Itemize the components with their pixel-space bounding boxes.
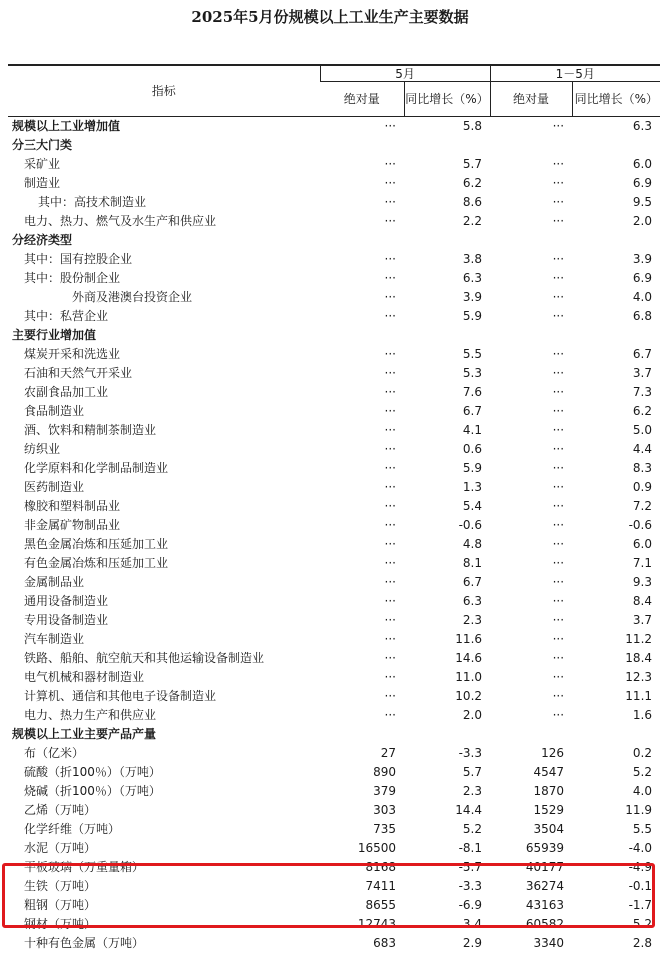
row-value: [404, 231, 490, 250]
data-table: [8, 64, 660, 953]
table-row: [8, 326, 660, 345]
table-row: [8, 288, 660, 307]
yoy-header: 同比增长（%）: [404, 82, 490, 117]
row-value: ···: [320, 212, 404, 231]
row-value: ···: [490, 212, 572, 231]
row-value: 5.5: [572, 820, 660, 839]
row-value: [572, 326, 660, 345]
row-value: 6.0: [572, 155, 660, 174]
row-value: 7411: [320, 877, 404, 896]
table-row: [8, 364, 660, 383]
row-value: 5.9: [404, 307, 490, 326]
row-value: [320, 725, 404, 744]
row-value: [572, 231, 660, 250]
table-row: [8, 554, 660, 573]
row-label: 布（亿米）: [8, 744, 320, 763]
row-value: ···: [320, 592, 404, 611]
row-label: 规模以上工业增加值: [8, 117, 320, 137]
row-value: [320, 326, 404, 345]
table-body: [8, 117, 660, 953]
row-value: -5.7: [404, 858, 490, 877]
row-value: 18.4: [572, 649, 660, 668]
row-value: 3.9: [404, 288, 490, 307]
row-label: 水泥（万吨）: [8, 839, 320, 858]
row-label: 煤炭开采和洗选业: [8, 345, 320, 364]
row-value: 6.8: [572, 307, 660, 326]
row-value: ···: [490, 174, 572, 193]
row-value: 4547: [490, 763, 572, 782]
row-label: 食品制造业: [8, 402, 320, 421]
table-row: [8, 402, 660, 421]
table-row: [8, 459, 660, 478]
row-value: ···: [490, 459, 572, 478]
table-row: [8, 820, 660, 839]
row-value: 11.2: [572, 630, 660, 649]
row-value: ···: [320, 269, 404, 288]
table-row: [8, 345, 660, 364]
row-value: ···: [320, 193, 404, 212]
row-value: 6.2: [572, 402, 660, 421]
row-value: -4.0: [572, 839, 660, 858]
row-value: 5.7: [404, 155, 490, 174]
row-value: 1.3: [404, 478, 490, 497]
row-value: 8.1: [404, 554, 490, 573]
row-value: 8.4: [572, 592, 660, 611]
row-value: 4.0: [572, 288, 660, 307]
table-row: [8, 421, 660, 440]
row-value: ···: [320, 554, 404, 573]
table-row: [8, 535, 660, 554]
row-label: 电力、热力生产和供应业: [8, 706, 320, 725]
row-value: 8168: [320, 858, 404, 877]
row-value: -8.1: [404, 839, 490, 858]
row-value: 6.7: [404, 573, 490, 592]
abs-header: 绝对量: [490, 82, 572, 117]
row-value: -3.3: [404, 877, 490, 896]
row-label: 烧碱（折100％）（万吨）: [8, 782, 320, 801]
row-value: 7.2: [572, 497, 660, 516]
row-value: 3.4: [404, 915, 490, 934]
row-label: 铁路、船舶、航空航天和其他运输设备制造业: [8, 649, 320, 668]
row-label: 规模以上工业主要产品产量: [8, 725, 320, 744]
row-value: 3340: [490, 934, 572, 953]
row-value: 4.4: [572, 440, 660, 459]
row-value: ···: [490, 516, 572, 535]
row-value: 12.3: [572, 668, 660, 687]
row-label: 其中：国有控股企业: [8, 250, 320, 269]
row-value: 3.7: [572, 364, 660, 383]
row-value: 6.3: [404, 269, 490, 288]
table-row: [8, 630, 660, 649]
table-row: [8, 136, 660, 155]
row-value: 4.8: [404, 535, 490, 554]
period-may-header: 5月: [320, 65, 490, 82]
table-row: [8, 193, 660, 212]
table-row: [8, 497, 660, 516]
row-value: 683: [320, 934, 404, 953]
row-value: ···: [490, 630, 572, 649]
row-label: 采矿业: [8, 155, 320, 174]
table-row: [8, 934, 660, 953]
row-label: 生铁（万吨）: [8, 877, 320, 896]
table-row: [8, 687, 660, 706]
row-value: 14.6: [404, 649, 490, 668]
row-label: 黑色金属冶炼和压延加工业: [8, 535, 320, 554]
table-row: [8, 155, 660, 174]
row-value: ···: [320, 478, 404, 497]
table-row: [8, 782, 660, 801]
table-row: [8, 117, 660, 137]
row-value: 0.6: [404, 440, 490, 459]
row-value: ···: [320, 611, 404, 630]
row-value: [572, 136, 660, 155]
row-value: ···: [490, 155, 572, 174]
row-label: 计算机、通信和其他电子设备制造业: [8, 687, 320, 706]
table-row: [8, 592, 660, 611]
row-value: 2.0: [404, 706, 490, 725]
row-label: 专用设备制造业: [8, 611, 320, 630]
row-value: [404, 725, 490, 744]
row-value: ···: [320, 421, 404, 440]
row-value: ···: [490, 611, 572, 630]
row-value: [404, 326, 490, 345]
row-value: 43163: [490, 896, 572, 915]
row-value: 2.8: [572, 934, 660, 953]
table-row: [8, 174, 660, 193]
row-value: -1.7: [572, 896, 660, 915]
row-label: 钢材（万吨）: [8, 915, 320, 934]
row-value: 65939: [490, 839, 572, 858]
row-value: ···: [320, 516, 404, 535]
table-row: [8, 440, 660, 459]
row-value: 12743: [320, 915, 404, 934]
row-value: 6.3: [572, 117, 660, 137]
row-value: 2.3: [404, 782, 490, 801]
row-value: ···: [320, 174, 404, 193]
row-value: 27: [320, 744, 404, 763]
highlight-box: [2, 863, 655, 928]
table-row: [8, 763, 660, 782]
row-value: 2.3: [404, 611, 490, 630]
row-label: 橡胶和塑料制品业: [8, 497, 320, 516]
row-value: ···: [490, 250, 572, 269]
row-value: [572, 725, 660, 744]
row-value: -0.1: [572, 877, 660, 896]
row-label: 平板玻璃（万重量箱）: [8, 858, 320, 877]
row-value: 5.3: [404, 364, 490, 383]
row-label: 非金属矿物制品业: [8, 516, 320, 535]
table-row: [8, 231, 660, 250]
row-value: 7.6: [404, 383, 490, 402]
row-value: ···: [320, 288, 404, 307]
row-value: 1870: [490, 782, 572, 801]
row-value: ···: [490, 440, 572, 459]
row-value: -6.9: [404, 896, 490, 915]
table-row: [8, 269, 660, 288]
row-value: 5.5: [404, 345, 490, 364]
row-value: [404, 136, 490, 155]
row-value: ···: [490, 288, 572, 307]
period-jan-may-header: 1－5月: [490, 65, 660, 82]
row-label: 化学纤维（万吨）: [8, 820, 320, 839]
row-value: 303: [320, 801, 404, 820]
row-value: ···: [320, 307, 404, 326]
row-label: 酒、饮料和精制茶制造业: [8, 421, 320, 440]
row-value: 10.2: [404, 687, 490, 706]
row-value: ···: [490, 193, 572, 212]
row-label: 分三大门类: [8, 136, 320, 155]
table-row: [8, 611, 660, 630]
row-value: [490, 326, 572, 345]
row-label: 其中：股份制企业: [8, 269, 320, 288]
row-value: 8.6: [404, 193, 490, 212]
row-value: 11.0: [404, 668, 490, 687]
row-value: ···: [320, 687, 404, 706]
row-value: 11.6: [404, 630, 490, 649]
row-value: 6.7: [572, 345, 660, 364]
abs-header: 绝对量: [320, 82, 404, 117]
row-label: 电力、热力、燃气及水生产和供应业: [8, 212, 320, 231]
row-value: ···: [490, 402, 572, 421]
row-value: 8.3: [572, 459, 660, 478]
table-row: [8, 307, 660, 326]
table-row: [8, 573, 660, 592]
row-value: ···: [490, 307, 572, 326]
row-value: ···: [490, 383, 572, 402]
yoy-header: 同比增长（%）: [572, 82, 660, 117]
row-value: ···: [320, 573, 404, 592]
row-value: 6.0: [572, 535, 660, 554]
row-label: 十种有色金属（万吨）: [8, 934, 320, 953]
row-label: 粗钢（万吨）: [8, 896, 320, 915]
row-value: 5.9: [404, 459, 490, 478]
row-value: ···: [320, 402, 404, 421]
row-value: [320, 136, 404, 155]
row-label: 乙烯（万吨）: [8, 801, 320, 820]
row-value: 6.3: [404, 592, 490, 611]
row-value: 5.4: [404, 497, 490, 516]
row-value: 6.9: [572, 174, 660, 193]
table-row: [8, 212, 660, 231]
table-row: [8, 383, 660, 402]
row-value: ···: [490, 117, 572, 137]
row-value: ···: [320, 440, 404, 459]
table-row: [8, 706, 660, 725]
row-value: 60582: [490, 915, 572, 934]
row-value: ···: [490, 687, 572, 706]
row-value: 3.8: [404, 250, 490, 269]
row-value: 5.0: [572, 421, 660, 440]
table-row: [8, 801, 660, 820]
row-label: 纺织业: [8, 440, 320, 459]
row-value: 6.9: [572, 269, 660, 288]
row-value: 5.2: [572, 915, 660, 934]
row-value: 379: [320, 782, 404, 801]
row-value: [490, 725, 572, 744]
indicator-header: 指标: [8, 65, 320, 117]
row-value: ···: [320, 535, 404, 554]
row-value: 5.7: [404, 763, 490, 782]
row-value: 6.7: [404, 402, 490, 421]
row-value: ···: [490, 649, 572, 668]
row-value: 40177: [490, 858, 572, 877]
row-label: 有色金属冶炼和压延加工业: [8, 554, 320, 573]
row-value: [490, 231, 572, 250]
row-value: ···: [490, 345, 572, 364]
row-value: 2.2: [404, 212, 490, 231]
row-value: 8655: [320, 896, 404, 915]
row-value: ···: [320, 383, 404, 402]
row-value: -3.3: [404, 744, 490, 763]
row-value: 11.1: [572, 687, 660, 706]
row-label: 石油和天然气开采业: [8, 364, 320, 383]
row-value: -4.9: [572, 858, 660, 877]
row-label: 农副食品加工业: [8, 383, 320, 402]
row-value: ···: [320, 345, 404, 364]
row-value: ···: [490, 706, 572, 725]
row-value: ···: [490, 554, 572, 573]
row-value: 126: [490, 744, 572, 763]
row-value: ···: [490, 269, 572, 288]
row-value: 0.2: [572, 744, 660, 763]
row-value: 9.5: [572, 193, 660, 212]
row-value: ···: [490, 478, 572, 497]
row-value: 5.2: [404, 820, 490, 839]
table-row: [8, 725, 660, 744]
row-value: 735: [320, 820, 404, 839]
row-value: [490, 136, 572, 155]
row-value: ···: [490, 668, 572, 687]
row-value: 4.1: [404, 421, 490, 440]
row-value: ···: [320, 364, 404, 383]
row-label: 汽车制造业: [8, 630, 320, 649]
row-value: 4.0: [572, 782, 660, 801]
row-value: 890: [320, 763, 404, 782]
row-value: 14.4: [404, 801, 490, 820]
row-value: 3.7: [572, 611, 660, 630]
table-row: [8, 839, 660, 858]
row-value: ···: [320, 155, 404, 174]
row-value: 9.3: [572, 573, 660, 592]
row-value: 16500: [320, 839, 404, 858]
row-value: ···: [320, 706, 404, 725]
row-value: ···: [320, 649, 404, 668]
table-row: [8, 668, 660, 687]
row-value: ···: [320, 459, 404, 478]
table-row: [8, 250, 660, 269]
row-label: 金属制品业: [8, 573, 320, 592]
row-value: 7.1: [572, 554, 660, 573]
row-value: 2.0: [572, 212, 660, 231]
row-value: -0.6: [404, 516, 490, 535]
table-row: [8, 744, 660, 763]
row-value: 2.9: [404, 934, 490, 953]
row-label: 其中：私营企业: [8, 307, 320, 326]
row-value: ···: [320, 668, 404, 687]
row-value: ···: [490, 497, 572, 516]
table-row: [8, 478, 660, 497]
row-label: 医药制造业: [8, 478, 320, 497]
row-value: 0.9: [572, 478, 660, 497]
row-value: ···: [490, 364, 572, 383]
row-label: 通用设备制造业: [8, 592, 320, 611]
row-label: 制造业: [8, 174, 320, 193]
row-value: 11.9: [572, 801, 660, 820]
row-value: 1.6: [572, 706, 660, 725]
row-label: 其中：高技术制造业: [8, 193, 320, 212]
row-label: 化学原料和化学制品制造业: [8, 459, 320, 478]
row-value: ···: [490, 573, 572, 592]
table-row: [8, 649, 660, 668]
row-value: -0.6: [572, 516, 660, 535]
row-label: 分经济类型: [8, 231, 320, 250]
row-value: [320, 231, 404, 250]
row-value: 3.9: [572, 250, 660, 269]
row-value: 1529: [490, 801, 572, 820]
row-value: 3504: [490, 820, 572, 839]
row-value: ···: [490, 421, 572, 440]
row-value: ···: [320, 250, 404, 269]
page-title: 2025年5月份规模以上工业生产主要数据: [0, 6, 660, 27]
row-value: 7.3: [572, 383, 660, 402]
row-value: ···: [490, 592, 572, 611]
row-label: 硫酸（折100％）（万吨）: [8, 763, 320, 782]
row-label: 外商及港澳台投资企业: [8, 288, 320, 307]
row-value: 6.2: [404, 174, 490, 193]
row-label: 主要行业增加值: [8, 326, 320, 345]
row-value: ···: [320, 630, 404, 649]
row-value: 5.2: [572, 763, 660, 782]
row-value: ···: [320, 497, 404, 516]
table-row: [8, 516, 660, 535]
row-label: 电气机械和器材制造业: [8, 668, 320, 687]
row-value: 36274: [490, 877, 572, 896]
row-value: ···: [320, 117, 404, 137]
row-value: 5.8: [404, 117, 490, 137]
row-value: ···: [490, 535, 572, 554]
